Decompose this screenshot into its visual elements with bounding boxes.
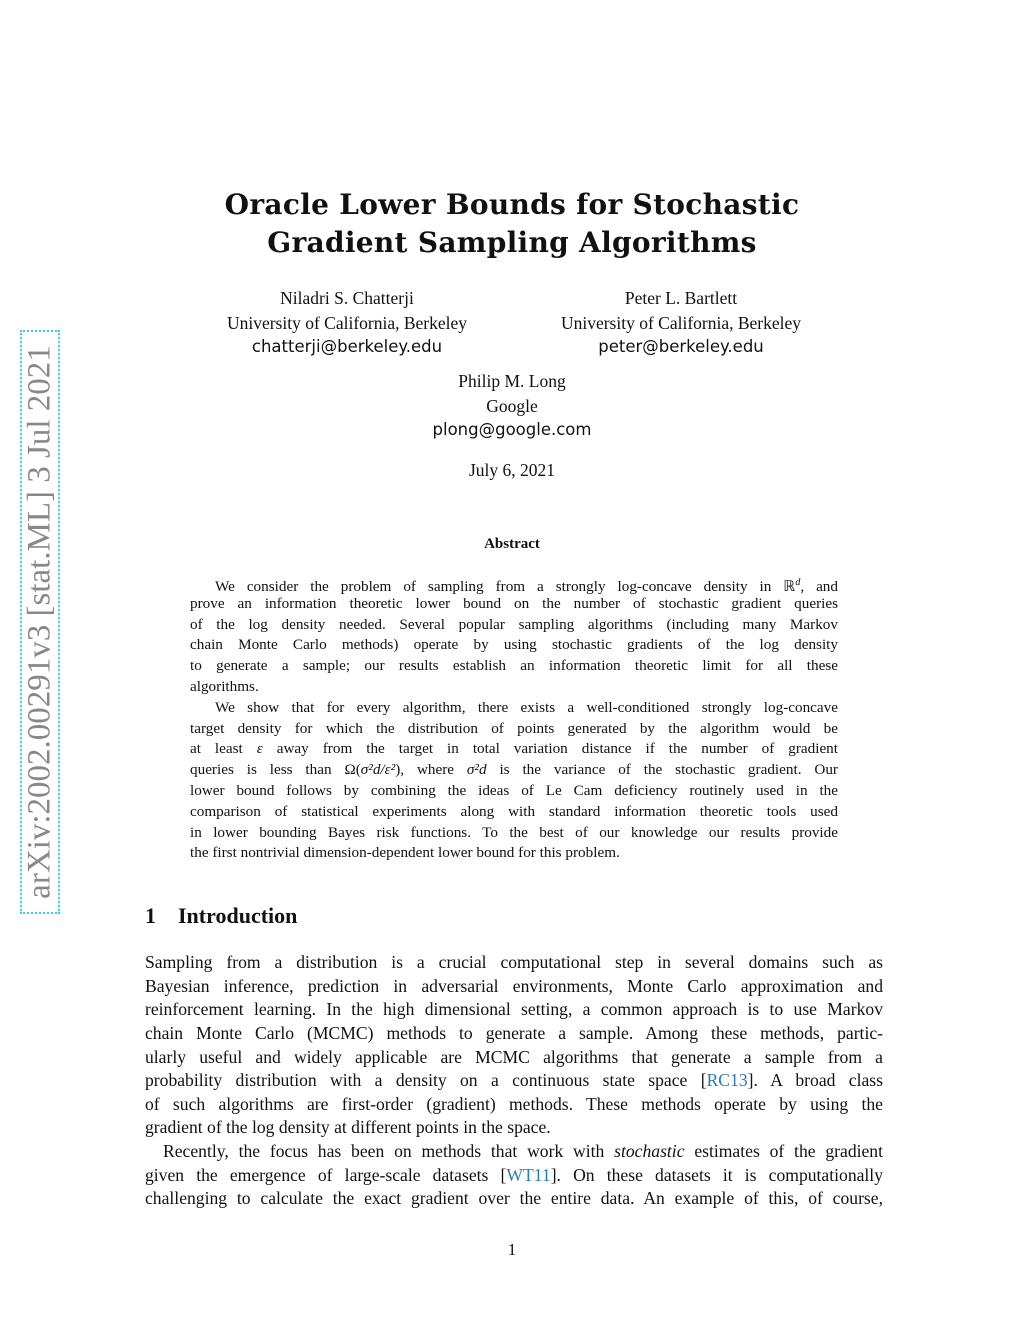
- text-line: [190, 781, 838, 802]
- abstract-body: [190, 573, 838, 864]
- author-block: [362, 369, 662, 443]
- text-segment: ε: [256, 740, 263, 758]
- title-line: Oracle Lower Bounds for Stochastic: [224, 188, 800, 221]
- text-line: [145, 1116, 883, 1140]
- text-segment: ]. On these datasets it is computationally: [550, 1164, 883, 1185]
- text-line: [190, 698, 838, 719]
- section-heading: [145, 903, 297, 929]
- text-segment: ]. A broad class: [747, 1070, 883, 1091]
- text-line: [145, 975, 883, 999]
- text-segment: away from the target in total variation distance if the number of gradient: [262, 740, 838, 758]
- text-segment: queries is less than Ω(: [190, 761, 361, 779]
- text-segment: is the variance of the stochastic gradient. Our: [486, 761, 838, 779]
- author-email[interactable]: peter@berkeley.edu: [598, 337, 764, 356]
- text-segment: We show that for every algorithm, there exists a well-conditioned strongly log-concave: [215, 698, 838, 716]
- author-email[interactable]: plong@google.com: [432, 420, 592, 439]
- text-segment: challenging to calculate the exact gradient over the entire data. An example of this, of course,: [145, 1188, 883, 1209]
- arxiv-identifier: arXiv:2002.00291v3 [stat.ML] 3 Jul 2021: [21, 345, 58, 899]
- text-segment: stochastic: [614, 1141, 685, 1162]
- text-segment: reinforcement learning. In the high dimensional setting, a common approach is to use Markov: [145, 999, 883, 1020]
- section-title: Introduction: [178, 903, 298, 928]
- text-line: [145, 1069, 883, 1093]
- text-segment: of such algorithms are first-order (gradient) methods. These methods operate by using the: [145, 1093, 883, 1114]
- text-segment: σ²d/ε²: [360, 761, 396, 779]
- text-line: [190, 843, 838, 864]
- introduction-body: [145, 951, 883, 1211]
- text-line: [190, 677, 838, 698]
- citation-link[interactable]: RC13: [706, 1070, 748, 1091]
- title-line: Gradient Sampling Algorithms: [267, 226, 757, 259]
- text-segment: ), where: [395, 761, 467, 779]
- text-segment: Bayesian inference, prediction in adversarial environments, Monte Carlo approximation and: [145, 975, 883, 996]
- text-segment: ularly useful and widely applicable are MCMC algorithms that generate a sample from a: [145, 1046, 883, 1067]
- author-name: Peter L. Bartlett: [624, 288, 738, 308]
- author-name: Niladri S. Chatterji: [280, 288, 414, 308]
- text-line: [190, 656, 838, 677]
- text-segment: to generate a sample; our results establish an information theoretic limit for all these: [190, 657, 838, 675]
- text-segment: Sampling from a distribution is a crucial computational step in several domains such as: [145, 952, 883, 972]
- text-segment: lower bound follows by combining the ideas of Le Cam deficiency routinely used in the: [190, 781, 838, 799]
- text-line: [190, 615, 838, 636]
- text-segment: comparison of statistical experiments along with standard information theoretic tools used: [190, 802, 838, 820]
- text-line: [145, 1046, 883, 1070]
- text-line: [145, 951, 883, 975]
- text-segment: prove an information theoretic lower bound on the number of stochastic gradient queries: [190, 594, 838, 612]
- author-affiliation: University of California, Berkeley: [560, 312, 802, 333]
- text-line: [145, 1187, 883, 1211]
- text-segment: chain Monte Carlo (MCMC) methods to generate a sample. Among these methods, partic-: [145, 1022, 883, 1043]
- author-name: Philip M. Long: [458, 371, 566, 391]
- text-segment: estimates of the gradient: [684, 1141, 883, 1162]
- text-segment: algorithms.: [190, 677, 259, 695]
- author-affiliation: Google: [486, 395, 538, 416]
- text-segment: , and: [800, 578, 838, 596]
- text-line: [145, 1140, 883, 1164]
- page-number: 1: [507, 1240, 517, 1259]
- text-segment: σ²d: [466, 761, 487, 779]
- text-segment: probability distribution with a density on a continuous state space [: [145, 1070, 707, 1091]
- citation-link[interactable]: WT11: [506, 1164, 551, 1185]
- text-line: [190, 823, 838, 844]
- text-segment: d: [795, 577, 801, 588]
- text-segment: of the log density needed. Several popular sampling algorithms (including many Markov: [190, 615, 838, 633]
- author-block: [531, 286, 831, 360]
- text-segment: We consider the problem of sampling from a strongly log-concave density in ℝ: [215, 578, 796, 596]
- text-line: [190, 719, 838, 740]
- text-segment: target density for which the distribution of points generated by the algorithm would be: [190, 719, 838, 737]
- text-line: [190, 739, 838, 760]
- author-email[interactable]: chatterji@berkeley.edu: [251, 337, 443, 356]
- abstract-heading: Abstract: [484, 536, 540, 552]
- text-segment: gradient of the log density at different points in the space.: [145, 1117, 551, 1138]
- text-line: [145, 998, 883, 1022]
- arxiv-stamp: [20, 330, 60, 914]
- text-segment: the first nontrivial dimension-dependent lower bound for this problem.: [190, 844, 620, 862]
- text-line: [190, 594, 838, 615]
- text-segment: given the emergence of large-scale datasets [: [145, 1164, 507, 1185]
- text-segment: Recently, the focus has been on methods that work with: [163, 1141, 615, 1162]
- text-segment: in lower bounding Bayes risk functions. To the best of our knowledge our results provide: [190, 823, 838, 841]
- text-line: [145, 1022, 883, 1046]
- text-line: [190, 802, 838, 823]
- text-line: [190, 635, 838, 656]
- text-line: [190, 573, 838, 594]
- text-line: [190, 760, 838, 781]
- section-number: 1: [145, 903, 156, 928]
- text-segment: at least: [190, 740, 257, 758]
- author-block: [197, 286, 497, 360]
- text-line: [145, 1164, 883, 1188]
- paper-title: [0, 186, 1024, 262]
- author-affiliation: University of California, Berkeley: [226, 312, 468, 333]
- paper-date: July 6, 2021: [468, 460, 556, 480]
- text-segment: chain Monte Carlo methods) operate by using stochastic gradients of the log density: [190, 636, 838, 654]
- text-line: [145, 1093, 883, 1117]
